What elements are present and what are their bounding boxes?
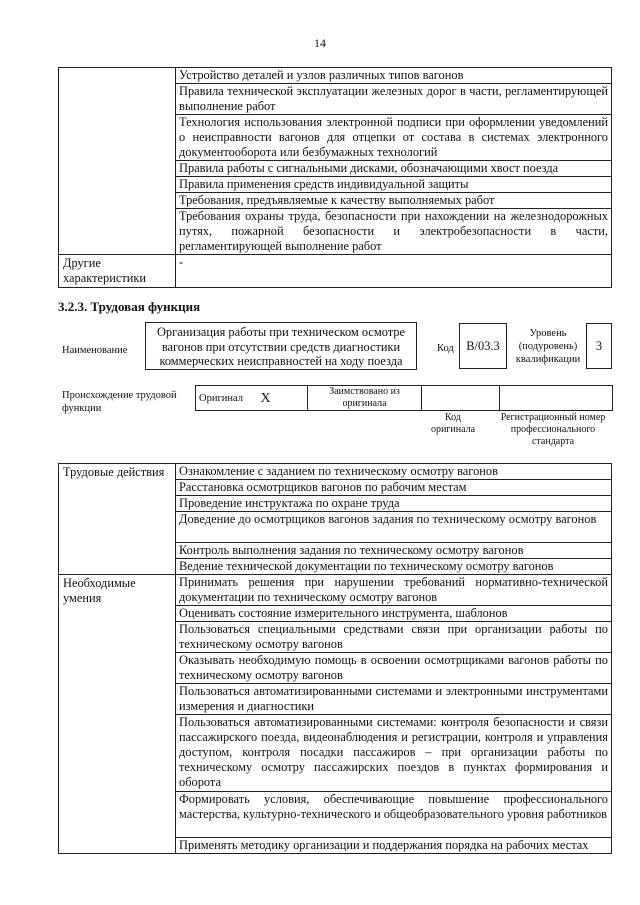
page-number: 14 [314, 36, 326, 50]
skill-item: Пользоваться специальными средствами связи при организации работы по техническому осмотру вагонов [176, 622, 612, 653]
function-name-value: Организация работы при техническом осмотре вагонов при отсутствии средств диагностики коммерческих неисправностей на ходу поезда [156, 325, 406, 368]
action-item: Ведение технической документации по техническому осмотру вагонов [176, 559, 612, 575]
skill-item: Оценивать состояние измерительного инструмента, шаблонов [176, 606, 612, 622]
knowledge-item: Требования охраны труда, безопасности при нахождении на железнодорожных путях, пожарной безопасности и электробезопасности в части, регламентирующей выполнение работ [176, 209, 612, 255]
origin-label: Происхождение трудовой функции [62, 390, 177, 414]
table-row [59, 464, 612, 480]
other-characteristics-value: - [176, 255, 612, 288]
origin-table [195, 385, 613, 411]
actions-label: Трудовые действия [59, 464, 176, 575]
action-item: Доведение до осмотрщиков вагонов задания по техническому осмотру вагонов [176, 512, 612, 543]
action-item: Ознакомление с заданием по техническому осмотру вагонов [176, 464, 612, 480]
knowledge-label-cell [59, 68, 176, 255]
code-box [459, 323, 507, 369]
actions-skills-table [58, 463, 612, 854]
level-value: 3 [595, 339, 603, 353]
action-item: Контроль выполнения задания по техническому осмотру вагонов [176, 543, 612, 559]
knowledge-item: Правила применения средств индивидуальной защиты [176, 177, 612, 193]
knowledge-item: Устройство деталей и узлов различных типов вагонов [176, 68, 612, 84]
original-label: Оригинал [196, 386, 258, 411]
skill-item: Пользоваться автоматизированными системами и электронными инструментами измерения и диагностики [176, 684, 612, 715]
table-row [59, 575, 612, 606]
knowledge-item: Требования, предъявляемые к качеству выполняемых работ [176, 193, 612, 209]
original-mark: X [258, 386, 308, 411]
origin-code-cell [422, 386, 500, 411]
skill-item: Применять методику организации и поддержания порядка на рабочих местах [176, 838, 612, 854]
level-box [586, 323, 612, 369]
skill-item: Принимать решения при нарушении требований нормативно-технической документации по техническому осмотру вагонов [176, 575, 612, 606]
origin-reg-cell [500, 386, 613, 411]
skill-item: Оказывать необходимую помощь в освоении осмотрщиками вагонов работы по техническому осмотру вагонов [176, 653, 612, 684]
skill-item: Формировать условия, обеспечивающие повышение профессионального мастерства, культурно-технического и общеобразовательного уровня работников [176, 792, 612, 838]
knowledge-item: Правила технической эксплуатации железных дорог в части, регламентирующей выполнение работ [176, 84, 612, 115]
table-row [59, 68, 612, 84]
section-heading: 3.2.3. Трудовая функция [58, 299, 201, 314]
knowledge-item: Технология использования электронной подписи при оформлении уведомлений о неисправности вагонов для отцепки от состава в системах электронного документооборота или безбумажных технологий [176, 115, 612, 161]
borrowed-label: Заимствовано из оригинала [308, 386, 422, 411]
knowledge-item: Правила работы с сигнальными дисками, обозначающими хвост поезда [176, 161, 612, 177]
level-label: Уровень (подуровень) квалификации [515, 328, 581, 365]
skill-item: Пользоваться автоматизированными системами: контроля безопасности и связи пассажирского поезда, видеонаблюдения и регистрации, контроля и управления доступом, контроля посадки пассажиров – при организации работы по техническому осмотру пассажирских поездов в пунктах формирования и оборота [176, 715, 612, 792]
reg-caption: Регистрационный номер профессионального стандарта [500, 412, 606, 447]
function-name-box [145, 322, 417, 370]
table-row [59, 255, 612, 288]
name-label: Наименование [62, 345, 128, 356]
other-characteristics-label: Другие характеристики [59, 255, 176, 288]
action-item: Расстановка осмотрщиков вагонов по рабочим местам [176, 480, 612, 496]
code-caption: Код оригинала [430, 412, 476, 435]
action-item: Проведение инструктажа по охране труда [176, 496, 612, 512]
code-label: Код [437, 343, 454, 354]
knowledge-table [58, 67, 612, 288]
skills-label: Необходимые умения [59, 575, 176, 854]
code-value: B/03.3 [466, 339, 500, 353]
